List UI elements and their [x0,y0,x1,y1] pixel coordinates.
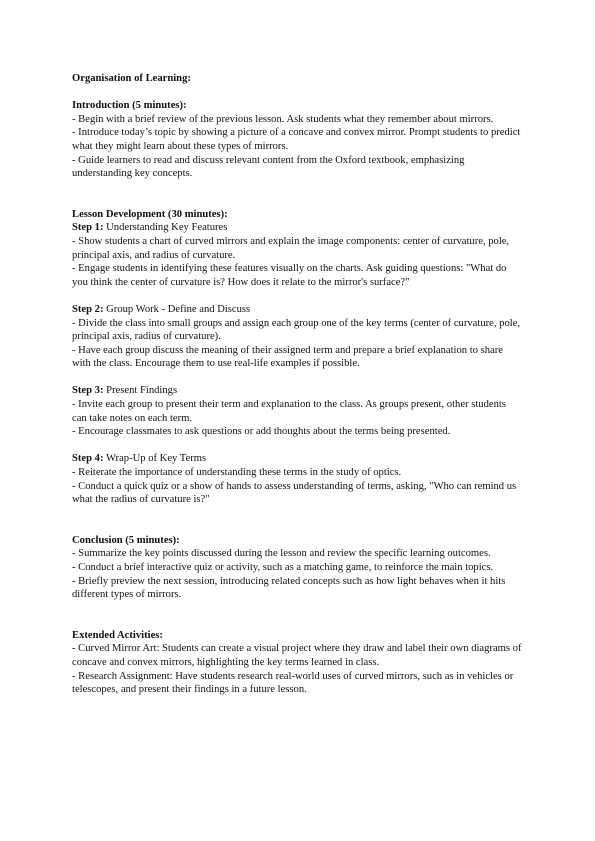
step-label: Step 1: [72,222,104,234]
spacer [72,86,522,100]
step-4 [72,452,522,506]
extended-activities-line: - Research Assignment: Have students research real-world uses of curved mirrors, such as in vehicles or telescopes, and present their findings in a future lesson. [72,670,514,696]
introduction-heading: Introduction (5 minutes): [72,100,187,112]
step-1 [72,221,522,289]
spacer [72,602,522,629]
introduction-section [72,99,522,181]
step-line: - Invite each group to present their term and explanation to the class. As groups present, other students can take notes on each term. [72,399,506,424]
organisation-title: Organisation of Learning: [72,73,191,84]
step-heading [72,303,522,317]
step-line: - Encourage classmates to ask questions or add thoughts about the terms being presented. [72,426,451,438]
step-label: Step 2: [72,303,104,315]
step-heading [72,221,522,235]
introduction-line: - Guide learners to read and discuss relevant content from the Oxford textbook, emphasizing understanding key concepts. [72,154,465,180]
step-title: Group Work - Define and Discuss [106,303,251,315]
step-line: - Have each group discuss the meaning of their assigned term and prepare a brief explanation to share with the class. Encourage them to use real-life examples if possible. [72,344,503,370]
step-line: - Engage students in identifying these features visually on the charts. Ask guiding questions: "What do you think the center of curvature is? How does it relate to the mirror's surface?" [72,263,507,288]
spacer [72,289,522,303]
introduction-line: - Introduce today’s topic by showing a picture of a concave and convex mirror. Prompt students to predict what they might learn about these types of mirrors. [72,127,521,152]
conclusion-line: - Briefly preview the next session, introducing related concepts such as how light behaves when it hits different types of mirrors. [72,575,506,601]
step-line: - Show students a chart of curved mirrors and explain the image components: center of curvature, pole, principal axis, and radius of curvature. [72,235,510,261]
spacer [72,371,522,385]
step-line: - Conduct a quick quiz or a show of hands to assess understanding of terms, asking, "Who can remind us what the radius of curvature is?" [72,480,517,506]
step-title: Understanding Key Features [106,222,228,234]
step-label: Step 3: [72,385,104,397]
lesson-development-heading: Lesson Development (30 minutes): [72,208,228,220]
conclusion-line: - Summarize the key points discussed during the lesson and review the specific learning outcomes. [72,548,491,560]
conclusion-line: - Conduct a brief interactive quiz or activity, such as a matching game, to reinforce the main topics. [72,562,494,573]
conclusion-section [72,534,522,602]
lesson-development-section [72,208,522,507]
extended-activities-line: - Curved Mirror Art: Students can create a visual project where they draw and label their own diagrams of concave and convex mirrors, highlighting the key terms learned in class. [72,643,522,668]
step-2 [72,303,522,371]
step-title: Wrap-Up of Key Terms [105,453,207,465]
step-line: - Divide the class into small groups and assign each group one of the key terms (center of curvature, pole, principal axis, radius of curvature). [72,317,521,343]
conclusion-heading: Conclusion (5 minutes): [72,534,180,546]
step-heading [72,452,522,466]
introduction-line: - Begin with a brief review of the previous lesson. Ask students what they remember about mirrors. [72,113,494,125]
step-label: Step 4: [72,453,104,465]
spacer [72,181,522,208]
step-line: - Reiterate the importance of understanding these terms in the study of optics. [72,467,402,479]
extended-activities-heading: Extended Activities: [72,629,163,641]
step-title: Present Findings [106,385,178,397]
extended-activities-section [72,629,522,697]
step-heading [72,384,522,398]
spacer [72,439,522,453]
step-3 [72,384,522,438]
spacer [72,507,522,534]
document-page [72,72,522,697]
